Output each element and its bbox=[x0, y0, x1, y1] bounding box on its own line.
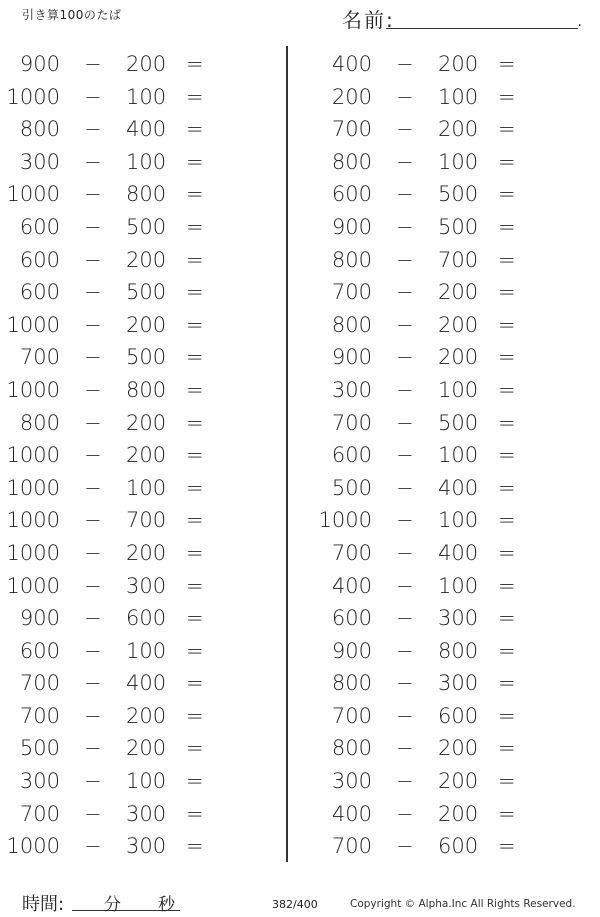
subtrahend: 200 bbox=[438, 736, 479, 761]
equals-sign: = bbox=[498, 247, 516, 272]
equals-sign: = bbox=[498, 573, 516, 598]
problem-row bbox=[0, 472, 230, 505]
minuend: 800 bbox=[331, 149, 372, 174]
minuend: 700 bbox=[19, 801, 60, 826]
minuend: 800 bbox=[331, 312, 372, 337]
minuend: 500 bbox=[331, 475, 372, 500]
column-divider bbox=[286, 46, 288, 862]
minus-sign: − bbox=[84, 312, 102, 337]
minus-sign: − bbox=[396, 540, 414, 565]
subtrahend: 200 bbox=[126, 247, 167, 272]
problem-row bbox=[0, 830, 230, 863]
equals-sign: = bbox=[186, 801, 204, 826]
minus-sign: − bbox=[396, 736, 414, 761]
equals-sign: = bbox=[498, 182, 516, 207]
problem-row bbox=[0, 113, 230, 146]
subtrahend: 200 bbox=[126, 540, 167, 565]
equals-sign: = bbox=[186, 475, 204, 500]
problem-row bbox=[312, 439, 542, 472]
subtrahend: 200 bbox=[126, 736, 167, 761]
subtrahend: 100 bbox=[438, 573, 479, 598]
problem-row bbox=[312, 113, 542, 146]
minus-sign: − bbox=[84, 280, 102, 305]
equals-sign: = bbox=[186, 573, 204, 598]
problem-row bbox=[312, 211, 542, 244]
equals-sign: = bbox=[498, 703, 516, 728]
equals-sign: = bbox=[186, 769, 204, 794]
subtrahend: 300 bbox=[438, 606, 479, 631]
subtrahend: 100 bbox=[438, 84, 479, 109]
minus-sign: − bbox=[84, 475, 102, 500]
minuend: 900 bbox=[331, 214, 372, 239]
problem-row bbox=[312, 602, 542, 635]
problem-row bbox=[312, 276, 542, 309]
minuend: 1000 bbox=[6, 540, 60, 565]
problem-row bbox=[0, 276, 230, 309]
minus-sign: − bbox=[396, 703, 414, 728]
problem-row bbox=[0, 439, 230, 472]
minuend: 500 bbox=[19, 736, 60, 761]
minuend: 800 bbox=[19, 410, 60, 435]
problem-row bbox=[312, 146, 542, 179]
equals-sign: = bbox=[186, 117, 204, 142]
minus-sign: − bbox=[396, 345, 414, 370]
minuend: 700 bbox=[331, 703, 372, 728]
equals-sign: = bbox=[186, 214, 204, 239]
subtrahend: 300 bbox=[126, 801, 167, 826]
minuend: 1000 bbox=[6, 84, 60, 109]
name-underline[interactable] bbox=[386, 28, 578, 29]
problem-row bbox=[0, 700, 230, 733]
minus-sign: − bbox=[396, 638, 414, 663]
problem-row bbox=[312, 537, 542, 570]
problem-row bbox=[312, 667, 542, 700]
subtrahend: 400 bbox=[438, 475, 479, 500]
subtrahend: 300 bbox=[126, 834, 167, 859]
minus-sign: − bbox=[396, 508, 414, 533]
subtrahend: 400 bbox=[126, 671, 167, 696]
problem-row bbox=[0, 81, 230, 114]
equals-sign: = bbox=[498, 508, 516, 533]
minuend: 1000 bbox=[6, 312, 60, 337]
minuend: 1000 bbox=[6, 377, 60, 402]
minuend: 400 bbox=[331, 801, 372, 826]
minuend: 700 bbox=[331, 410, 372, 435]
minuend: 700 bbox=[331, 540, 372, 565]
problem-row bbox=[0, 537, 230, 570]
equals-sign: = bbox=[186, 182, 204, 207]
minus-sign: − bbox=[84, 703, 102, 728]
subtrahend: 200 bbox=[438, 769, 479, 794]
equals-sign: = bbox=[186, 52, 204, 76]
subtrahend: 200 bbox=[438, 117, 479, 142]
problem-row bbox=[0, 667, 230, 700]
equals-sign: = bbox=[498, 345, 516, 370]
problem-row bbox=[0, 407, 230, 440]
problem-row bbox=[312, 700, 542, 733]
minuend: 600 bbox=[331, 443, 372, 468]
subtrahend: 100 bbox=[438, 443, 479, 468]
equals-sign: = bbox=[498, 280, 516, 305]
page-number: 382/400 bbox=[272, 898, 318, 911]
minus-sign: − bbox=[84, 214, 102, 239]
subtrahend: 500 bbox=[126, 280, 167, 305]
minus-sign: − bbox=[396, 475, 414, 500]
problem-row bbox=[312, 570, 542, 603]
subtrahend: 100 bbox=[438, 377, 479, 402]
equals-sign: = bbox=[498, 801, 516, 826]
equals-sign: = bbox=[186, 638, 204, 663]
subtrahend: 200 bbox=[438, 801, 479, 826]
problem-row bbox=[312, 765, 542, 798]
equals-sign: = bbox=[498, 214, 516, 239]
equals-sign: = bbox=[498, 834, 516, 859]
minus-sign: − bbox=[84, 377, 102, 402]
problem-row bbox=[0, 570, 230, 603]
minuend: 300 bbox=[331, 377, 372, 402]
minuend: 400 bbox=[331, 573, 372, 598]
minuend: 1000 bbox=[6, 508, 60, 533]
equals-sign: = bbox=[186, 736, 204, 761]
problem-row bbox=[312, 374, 542, 407]
minuend: 400 bbox=[331, 52, 372, 76]
subtrahend: 200 bbox=[126, 410, 167, 435]
equals-sign: = bbox=[498, 312, 516, 337]
problem-row bbox=[312, 48, 542, 81]
equals-sign: = bbox=[186, 345, 204, 370]
problem-row bbox=[0, 341, 230, 374]
name-field[interactable] bbox=[342, 4, 582, 30]
minus-sign: − bbox=[396, 52, 414, 76]
minus-sign: − bbox=[396, 214, 414, 239]
minutes-label: 分 bbox=[104, 895, 121, 915]
minus-sign: − bbox=[84, 769, 102, 794]
problem-row bbox=[0, 146, 230, 179]
subtrahend: 200 bbox=[126, 443, 167, 468]
subtrahend: 300 bbox=[126, 573, 167, 598]
minuend: 700 bbox=[19, 703, 60, 728]
minuend: 600 bbox=[19, 214, 60, 239]
minuend: 700 bbox=[19, 345, 60, 370]
minus-sign: − bbox=[84, 247, 102, 272]
worksheet-title: 引き算100のたば bbox=[22, 8, 122, 22]
equals-sign: = bbox=[498, 84, 516, 109]
problem-row bbox=[312, 309, 542, 342]
minuend: 1000 bbox=[6, 443, 60, 468]
equals-sign: = bbox=[186, 703, 204, 728]
minus-sign: − bbox=[396, 84, 414, 109]
problem-row bbox=[0, 244, 230, 277]
problem-row bbox=[0, 732, 230, 765]
problem-row bbox=[312, 341, 542, 374]
minus-sign: − bbox=[396, 606, 414, 631]
equals-sign: = bbox=[186, 671, 204, 696]
minuend: 600 bbox=[331, 606, 372, 631]
problem-row bbox=[312, 178, 542, 211]
subtrahend: 200 bbox=[438, 52, 479, 76]
minuend: 300 bbox=[19, 769, 60, 794]
minus-sign: − bbox=[84, 508, 102, 533]
subtrahend: 500 bbox=[126, 214, 167, 239]
subtrahend: 200 bbox=[438, 345, 479, 370]
minuend: 1000 bbox=[6, 475, 60, 500]
minus-sign: − bbox=[396, 377, 414, 402]
problem-row bbox=[312, 244, 542, 277]
problem-row bbox=[0, 635, 230, 668]
subtrahend: 500 bbox=[126, 345, 167, 370]
problem-row bbox=[312, 830, 542, 863]
subtrahend: 200 bbox=[126, 312, 167, 337]
subtrahend: 200 bbox=[438, 312, 479, 337]
problem-row bbox=[312, 407, 542, 440]
minus-sign: − bbox=[396, 573, 414, 598]
minuend: 900 bbox=[331, 345, 372, 370]
subtrahend: 500 bbox=[438, 182, 479, 207]
minuend: 200 bbox=[331, 84, 372, 109]
subtrahend: 100 bbox=[126, 84, 167, 109]
equals-sign: = bbox=[186, 540, 204, 565]
minus-sign: − bbox=[396, 834, 414, 859]
equals-sign: = bbox=[186, 149, 204, 174]
minuend: 1000 bbox=[6, 182, 60, 207]
subtrahend: 300 bbox=[438, 671, 479, 696]
subtrahend: 800 bbox=[126, 182, 167, 207]
subtrahend: 400 bbox=[126, 117, 167, 142]
minuend: 700 bbox=[19, 671, 60, 696]
equals-sign: = bbox=[498, 671, 516, 696]
equals-sign: = bbox=[498, 638, 516, 663]
problem-row bbox=[312, 732, 542, 765]
subtrahend: 100 bbox=[438, 149, 479, 174]
equals-sign: = bbox=[498, 149, 516, 174]
minuend: 600 bbox=[19, 247, 60, 272]
subtrahend: 500 bbox=[438, 410, 479, 435]
equals-sign: = bbox=[186, 312, 204, 337]
problem-row bbox=[312, 635, 542, 668]
equals-sign: = bbox=[186, 443, 204, 468]
minus-sign: − bbox=[84, 410, 102, 435]
minus-sign: − bbox=[84, 801, 102, 826]
subtrahend: 200 bbox=[438, 280, 479, 305]
minus-sign: − bbox=[396, 801, 414, 826]
minus-sign: − bbox=[396, 117, 414, 142]
equals-sign: = bbox=[186, 834, 204, 859]
subtrahend: 100 bbox=[126, 475, 167, 500]
subtrahend: 400 bbox=[438, 540, 479, 565]
minus-sign: − bbox=[84, 182, 102, 207]
minus-sign: − bbox=[396, 769, 414, 794]
subtrahend: 500 bbox=[438, 214, 479, 239]
equals-sign: = bbox=[498, 606, 516, 631]
problem-row bbox=[0, 309, 230, 342]
minus-sign: − bbox=[84, 52, 102, 76]
equals-sign: = bbox=[186, 84, 204, 109]
problem-row bbox=[0, 48, 230, 81]
minuend: 600 bbox=[331, 182, 372, 207]
minuend: 1000 bbox=[6, 834, 60, 859]
subtrahend: 200 bbox=[126, 52, 167, 76]
minuend: 300 bbox=[19, 149, 60, 174]
subtrahend: 100 bbox=[126, 149, 167, 174]
minus-sign: − bbox=[396, 149, 414, 174]
minuend: 1000 bbox=[318, 508, 372, 533]
problem-row bbox=[0, 211, 230, 244]
minuend: 700 bbox=[331, 280, 372, 305]
minuend: 300 bbox=[331, 769, 372, 794]
minuend: 700 bbox=[331, 117, 372, 142]
equals-sign: = bbox=[498, 475, 516, 500]
minus-sign: − bbox=[84, 638, 102, 663]
equals-sign: = bbox=[186, 377, 204, 402]
equals-sign: = bbox=[186, 508, 204, 533]
minuend: 800 bbox=[331, 671, 372, 696]
minuend: 600 bbox=[19, 280, 60, 305]
equals-sign: = bbox=[498, 410, 516, 435]
problem-row bbox=[0, 798, 230, 831]
minuend: 1000 bbox=[6, 573, 60, 598]
minus-sign: − bbox=[84, 671, 102, 696]
minus-sign: − bbox=[396, 247, 414, 272]
footer bbox=[0, 886, 600, 916]
problem-row bbox=[0, 374, 230, 407]
minuend: 900 bbox=[19, 606, 60, 631]
minus-sign: − bbox=[396, 671, 414, 696]
equals-sign: = bbox=[498, 540, 516, 565]
minus-sign: − bbox=[84, 149, 102, 174]
minus-sign: − bbox=[396, 312, 414, 337]
problem-row bbox=[312, 504, 542, 537]
equals-sign: = bbox=[186, 280, 204, 305]
problem-row bbox=[312, 798, 542, 831]
minus-sign: − bbox=[84, 117, 102, 142]
minuend: 800 bbox=[331, 247, 372, 272]
equals-sign: = bbox=[498, 117, 516, 142]
minus-sign: − bbox=[396, 280, 414, 305]
subtrahend: 200 bbox=[126, 703, 167, 728]
copyright-notice: Copyright © Alpha.Inc All Rights Reserved. bbox=[350, 898, 576, 910]
equals-sign: = bbox=[498, 52, 516, 76]
left-problem-column bbox=[0, 48, 230, 863]
subtrahend: 600 bbox=[438, 703, 479, 728]
equals-sign: = bbox=[186, 410, 204, 435]
problem-row bbox=[0, 765, 230, 798]
minuend: 700 bbox=[331, 834, 372, 859]
subtrahend: 600 bbox=[438, 834, 479, 859]
problem-row bbox=[0, 602, 230, 635]
equals-sign: = bbox=[498, 377, 516, 402]
equals-sign: = bbox=[498, 769, 516, 794]
minuend: 600 bbox=[19, 638, 60, 663]
minus-sign: − bbox=[84, 606, 102, 631]
problem-row bbox=[0, 178, 230, 211]
minus-sign: − bbox=[396, 443, 414, 468]
minus-sign: − bbox=[84, 736, 102, 761]
minuend: 800 bbox=[331, 736, 372, 761]
minus-sign: − bbox=[84, 345, 102, 370]
problem-row bbox=[312, 81, 542, 114]
minuend: 900 bbox=[19, 52, 60, 76]
minus-sign: − bbox=[84, 443, 102, 468]
subtrahend: 800 bbox=[438, 638, 479, 663]
subtrahend: 700 bbox=[126, 508, 167, 533]
minus-sign: − bbox=[396, 410, 414, 435]
time-label: 時間: bbox=[22, 894, 65, 915]
minus-sign: − bbox=[84, 834, 102, 859]
minuend: 800 bbox=[19, 117, 60, 142]
subtrahend: 100 bbox=[126, 769, 167, 794]
minus-sign: − bbox=[84, 573, 102, 598]
equals-sign: = bbox=[186, 606, 204, 631]
equals-sign: = bbox=[498, 443, 516, 468]
name-label: 名前: bbox=[342, 8, 395, 32]
subtrahend: 100 bbox=[438, 508, 479, 533]
subtrahend: 700 bbox=[438, 247, 479, 272]
minuend: 900 bbox=[331, 638, 372, 663]
subtrahend: 800 bbox=[126, 377, 167, 402]
seconds-label: 秒 bbox=[158, 895, 175, 915]
minus-sign: − bbox=[84, 84, 102, 109]
minus-sign: − bbox=[396, 182, 414, 207]
subtrahend: 600 bbox=[126, 606, 167, 631]
problem-row bbox=[312, 472, 542, 505]
equals-sign: = bbox=[186, 247, 204, 272]
name-end-dot: . bbox=[577, 14, 582, 30]
right-problem-column bbox=[312, 48, 542, 863]
minus-sign: − bbox=[84, 540, 102, 565]
subtrahend: 100 bbox=[126, 638, 167, 663]
problem-row bbox=[0, 504, 230, 537]
equals-sign: = bbox=[498, 736, 516, 761]
